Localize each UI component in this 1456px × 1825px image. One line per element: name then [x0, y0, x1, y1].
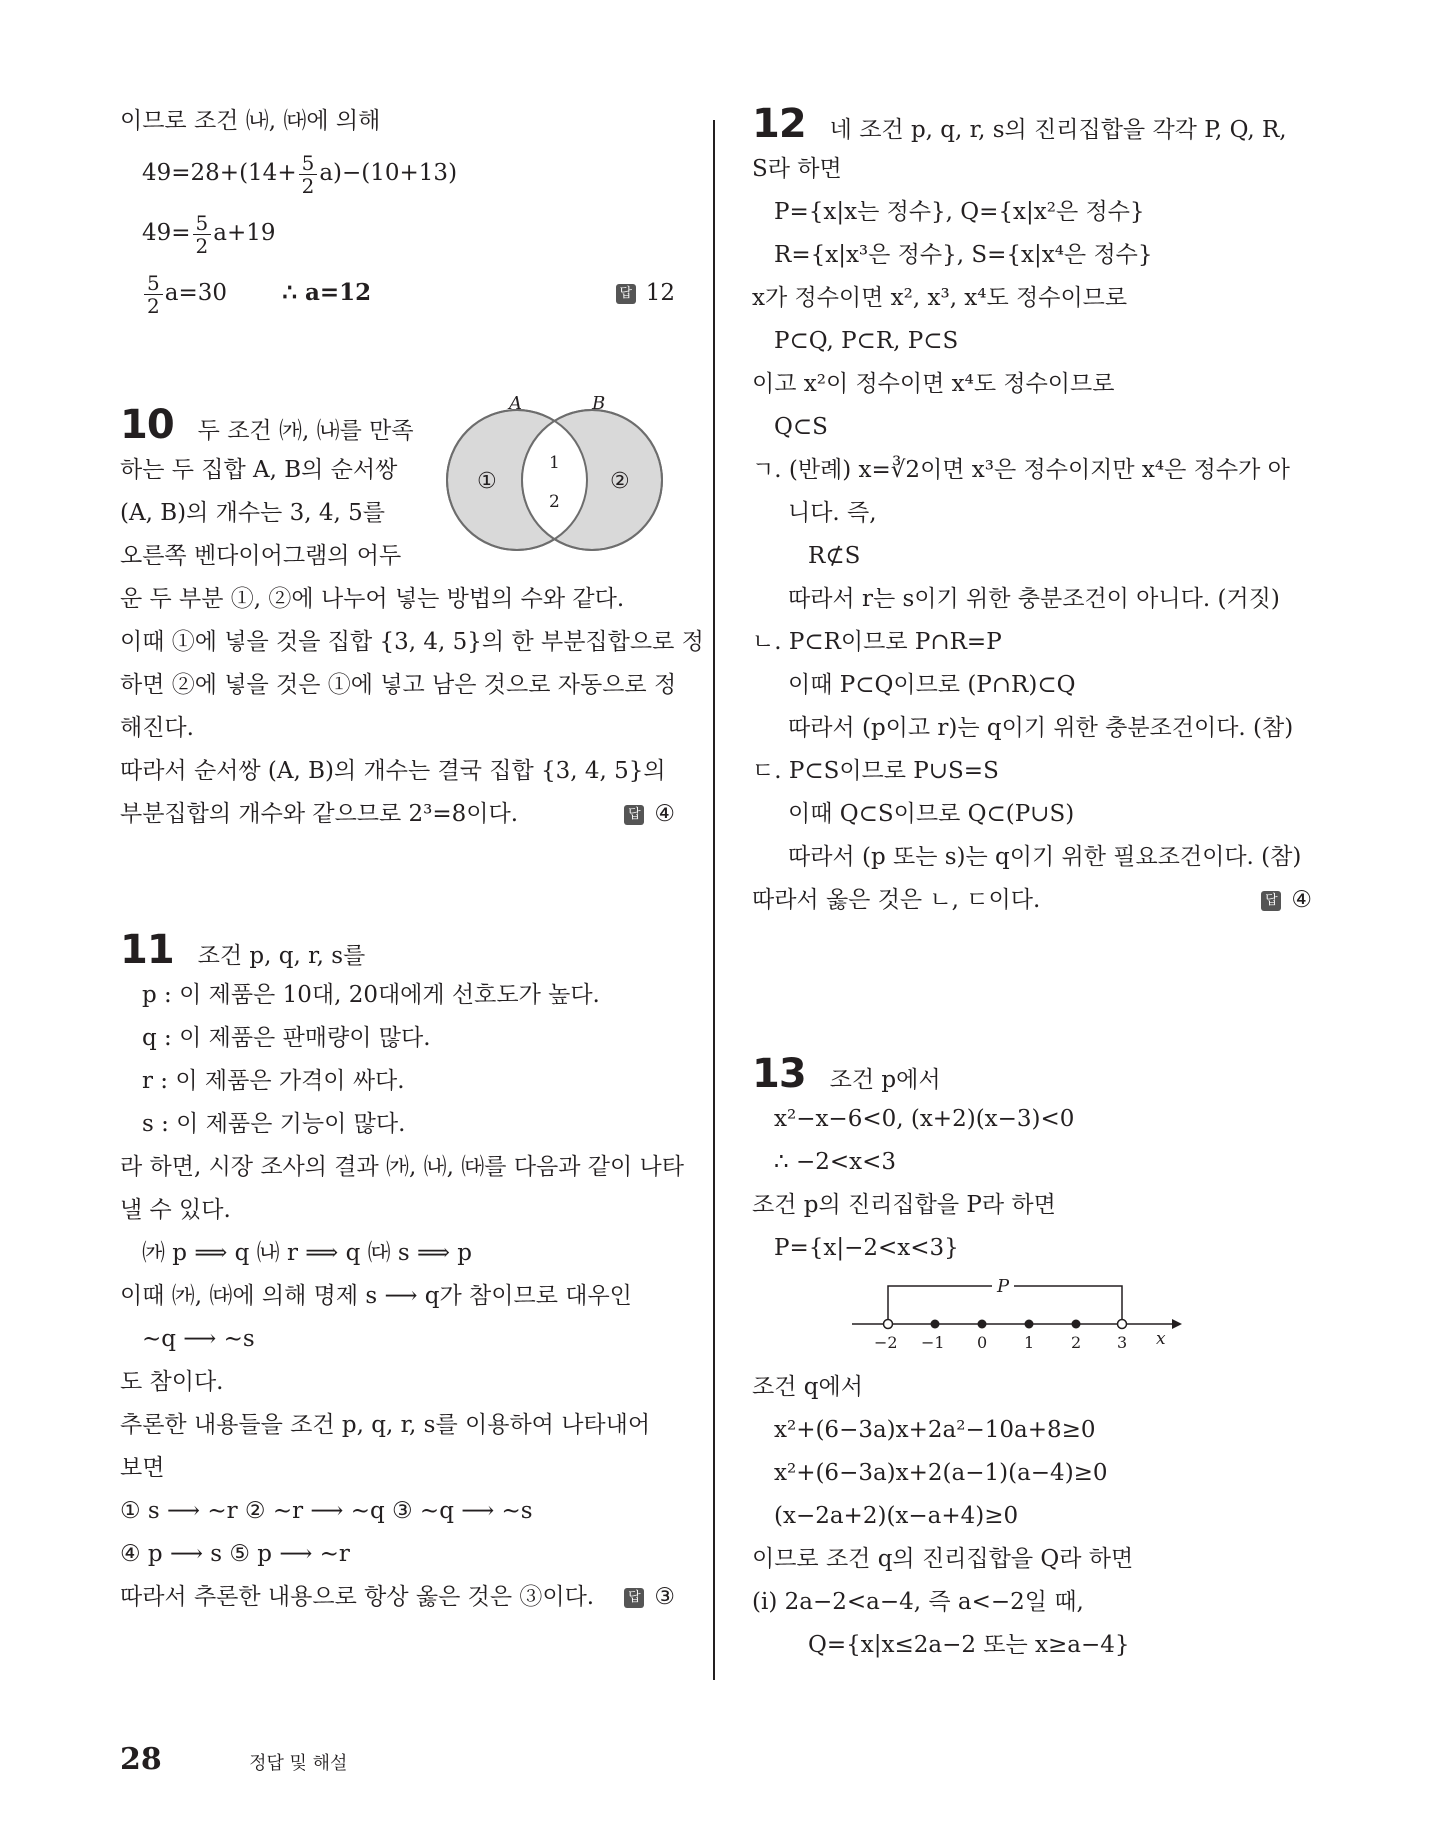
tick-label: 1 [1024, 1333, 1035, 1352]
axis-arrow-icon [1172, 1319, 1182, 1329]
answer-mark: 답 ④ [1261, 879, 1312, 922]
integer-point [1072, 1320, 1081, 1329]
text-line: 이고 x²이 정수이면 x⁴도 정수이므로 [752, 371, 1115, 397]
text-line: p : 이 제품은 10대, 20대에게 선호도가 높다. [142, 982, 600, 1008]
text-line: R⊄S [808, 543, 861, 569]
text-line: 운 두 부분 ①, ②에 나누어 넣는 방법의 수와 같다. [120, 586, 625, 612]
text-line: 따라서 r는 s이기 위한 충분조건이 아니다. (거짓) [788, 586, 1280, 612]
text-line: ④ p ⟶ s ⑤ p ⟶ ∼r [120, 1541, 350, 1567]
answer-icon: 답 [1261, 891, 1281, 911]
text-line: Q⊂S [774, 414, 828, 440]
answer-icon: 답 [624, 805, 644, 825]
answer-mark: 답 12 [616, 263, 675, 323]
integer-point [1025, 1320, 1034, 1329]
text-line: ∼q ⟶ ∼s [142, 1326, 255, 1352]
problem-number: 13 [752, 1051, 806, 1097]
fraction: $\frac{5}{2}$ [193, 212, 212, 257]
text-line: x²−x−6<0, (x+2)(x−3)<0 [774, 1106, 1075, 1132]
axis-label: x [1156, 1329, 1166, 1349]
problem-12 [752, 100, 1312, 922]
text-line: S라 하면 [752, 156, 842, 182]
page-number: 28 [120, 1742, 162, 1777]
text-line: 조건 p의 진리집합을 P라 하면 [752, 1192, 1056, 1218]
integer-point [931, 1320, 940, 1329]
text-line: 이때 Q⊂S이므로 Q⊂(P∪S) [788, 801, 1075, 827]
text-line: 따라서 (p 또는 s)는 q이기 위한 필요조건이다. (참) [788, 844, 1302, 870]
text-line: 따라서 옳은 것은 ㄴ, ㄷ이다. 답 ④ [752, 879, 1312, 922]
answer-mark: 답 ④ [624, 793, 675, 836]
open-endpoint [884, 1320, 893, 1329]
text-line: 오른쪽 벤다이어그램의 어두 [120, 543, 402, 569]
right-column [752, 100, 1312, 1667]
region-1-label: ① [477, 469, 497, 494]
text-line: 추론한 내용들을 조건 p, q, r, s를 이용하여 나타내어 [120, 1412, 651, 1438]
text-line: x가 정수이면 x², x³, x⁴도 정수이므로 [752, 285, 1128, 311]
region-2-label: ② [610, 469, 630, 494]
intersection-element: 1 [549, 453, 560, 473]
text-line: s : 이 제품은 기능이 많다. [142, 1111, 406, 1137]
answer-mark: 답 ③ [624, 1576, 675, 1619]
text-line: ① s ⟶ ∼r ② ∼r ⟶ ∼q ③ ∼q ⟶ ∼s [120, 1498, 533, 1524]
text-line: 10 두 조건 ㈎, ㈏를 만족 [120, 402, 414, 448]
text-line: Q={x|x≤2a−2 또는 x≥a−4} [808, 1632, 1130, 1658]
text-line: (x−2a+2)(x−a+4)≥0 [774, 1503, 1019, 1529]
tick-label: −2 [874, 1333, 898, 1352]
text-line: 이므로 조건 q의 진리집합을 Q라 하면 [752, 1546, 1134, 1572]
text-line: 보면 [120, 1455, 165, 1481]
text-line: 부분집합의 개수와 같으므로 2³=8이다. 답 ④ [120, 793, 675, 836]
tick-label: 0 [977, 1333, 988, 1352]
equation-line: 49=28+(14+ $\frac{5}{2}$ a)−(10+13) [142, 150, 458, 198]
left-column [120, 100, 704, 1619]
text-line: ㄱ. (반례) x=∛2이면 x³은 정수이지만 x⁴은 정수가 아 [752, 457, 1290, 483]
page-footer [120, 1742, 347, 1777]
tick-label: 2 [1071, 1333, 1082, 1352]
interval-label: P [997, 1276, 1010, 1297]
text-line: ㈎ p ⟹ q ㈏ r ⟹ q ㈐ s ⟹ p [142, 1240, 473, 1266]
problem-11 [120, 926, 684, 1619]
problem-number: 10 [120, 402, 174, 448]
answer-icon: 답 [624, 1588, 644, 1608]
venn-diagram [432, 395, 672, 555]
integer-point [978, 1320, 987, 1329]
text-line: (A, B)의 개수는 3, 4, 5를 [120, 500, 385, 526]
text-line: 낼 수 있다. [120, 1197, 231, 1223]
text-line: 이므로 조건 ㈏, ㈐에 의해 [120, 108, 381, 134]
text-line: q : 이 제품은 판매량이 많다. [142, 1025, 431, 1051]
text-line: R={x|x³은 정수}, S={x|x⁴은 정수} [774, 242, 1153, 268]
text-line: 13 조건 p에서 [752, 1051, 941, 1097]
tick-label: −1 [921, 1333, 945, 1352]
text-line: P={x|x는 정수}, Q={x|x²은 정수} [774, 199, 1145, 225]
equation-line: 49= $\frac{5}{2}$ a+19 [142, 210, 276, 258]
text-line: P={x|−2<x<3} [774, 1235, 959, 1261]
text-line: x²+(6−3a)x+2(a−1)(a−4)≥0 [774, 1460, 1108, 1486]
problem-10 [120, 395, 704, 836]
problem-number: 12 [752, 101, 806, 147]
intersection-element: 2 [549, 492, 560, 512]
open-endpoint [1118, 1320, 1127, 1329]
number-line-diagram [852, 1274, 1192, 1354]
text-line: 도 참이다. [120, 1369, 224, 1395]
text-line: 따라서 순서쌍 (A, B)의 개수는 결국 집합 {3, 4, 5}의 [120, 758, 666, 784]
text-line: 12 네 조건 p, q, r, s의 진리집합을 각각 P, Q, R, [752, 101, 1287, 147]
text-line: r : 이 제품은 가격이 싸다. [142, 1068, 405, 1094]
equation-line: $\frac{5}{2}$ a=30 ∴ a=12 답 12 [120, 263, 675, 323]
fraction: $\frac{5}{2}$ [144, 272, 163, 317]
problem-number: 11 [120, 927, 174, 973]
text-line: 조건 q에서 [752, 1374, 863, 1400]
text-line: 하면 ②에 넣을 것은 ①에 넣고 남은 것으로 자동으로 정 [120, 672, 677, 698]
problem-13 [752, 1050, 1312, 1667]
venn-label-a: A [509, 395, 522, 414]
text-line: 이때 ㈎, ㈐에 의해 명제 s ⟶ q가 참이므로 대우인 [120, 1283, 632, 1309]
column-divider [713, 120, 715, 1680]
text-line: 라 하면, 시장 조사의 결과 ㈎, ㈏, ㈐를 다음과 같이 나타 [120, 1154, 684, 1180]
text-line: 따라서 (p이고 r)는 q이기 위한 충분조건이다. (참) [788, 715, 1294, 741]
footer-label: 정답 및 해설 [249, 1753, 348, 1774]
text-line: P⊂Q, P⊂R, P⊂S [774, 328, 959, 354]
text-line: 니다. 즉, [788, 500, 877, 526]
text-line: 해진다. [120, 715, 194, 741]
text-line: ㄷ. P⊂S이므로 P∪S=S [752, 758, 999, 784]
text-line: 하는 두 집합 A, B의 순서쌍 [120, 457, 398, 483]
fraction: $\frac{5}{2}$ [299, 152, 318, 197]
text-line: x²+(6−3a)x+2a²−10a+8≥0 [774, 1417, 1096, 1443]
answer-icon: 답 [616, 284, 636, 304]
text-line: (i) 2a−2<a−4, 즉 a<−2일 때, [752, 1589, 1084, 1615]
text-line: ∴ −2<x<3 [774, 1149, 896, 1175]
text-line: 이때 ①에 넣을 것을 집합 {3, 4, 5}의 한 부분집합으로 정 [120, 629, 704, 655]
text-line: 따라서 추론한 내용으로 항상 옳은 것은 ③이다. 답 ③ [120, 1576, 675, 1619]
venn-label-b: B [592, 395, 606, 414]
text-line: 이때 P⊂Q이므로 (P∩R)⊂Q [788, 672, 1076, 698]
text-line: 11 조건 p, q, r, s를 [120, 927, 366, 973]
tick-label: 3 [1117, 1333, 1128, 1352]
problem-9-solution [120, 100, 675, 323]
text-line: ㄴ. P⊂R이므로 P∩R=P [752, 629, 1002, 655]
